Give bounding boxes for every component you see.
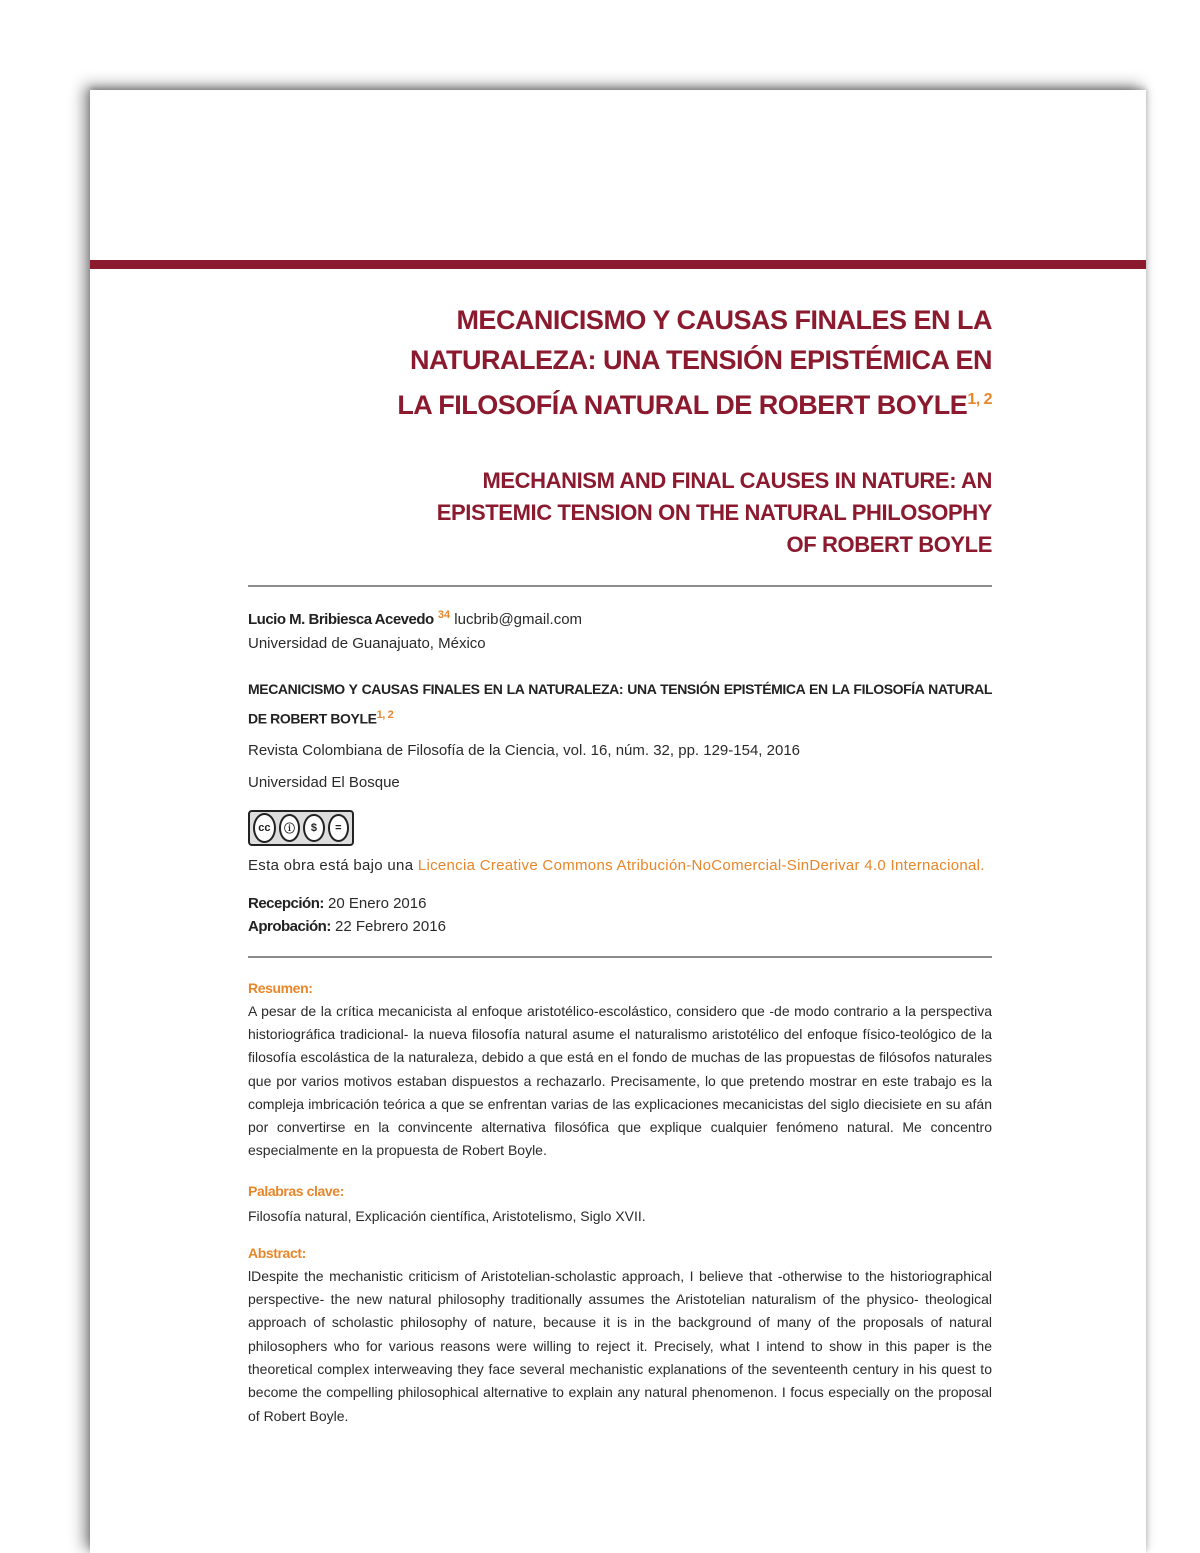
header-color-bar <box>90 260 1146 269</box>
reception-label: Recepción: <box>248 894 324 912</box>
spanish-title-line-3: LA FILOSOFÍA NATURAL DE ROBERT BOYLE <box>397 390 968 420</box>
english-title-line-1: MECHANISM AND FINAL CAUSES IN NATURE: AN <box>482 468 992 493</box>
abstract-text: lDespite the mechanistic criticism of Aristotelian-scholastic approach, I believe that -otherwise to the historiographical perspective- the new natural philosophy traditionally assumes the Aristotelian naturalism of the physico- theological approach of scholastic philosophy of nature, because it is in the background of many of the proposals of natural philosophers who for various reasons were willing to reject it. Precisely, what I intend to show in this paper is the theoretical complex interweaving they face several mechanistic explanations of the seventeenth century in his quest to become the compelling philosophical alternative to explain any natural phenomenon. I focus especially on the proposal of Robert Boyle. <box>248 1267 992 1424</box>
english-title-line-2: EPISTEMIC TENSION ON THE NATURAL PHILOSOPHY <box>436 500 992 525</box>
license-link[interactable]: Licencia Creative Commons Atribución-NoComercial-SinDerivar 4.0 Internacional. <box>417 856 985 874</box>
english-title <box>248 465 992 561</box>
cc-icon: cc <box>253 813 276 843</box>
resumen-heading: Resumen: <box>248 979 313 996</box>
resumen-text: A pesar de la crítica mecanicista al enfoque aristotélico-escolástico, considero que -de modo contrario a la perspectiva historiográfica tradicional- la nueva filosofía natural asume el naturalismo aristotélico del enfoque físico-teológico de la filosofía escolástica de la naturaleza, debido a que está en el fondo de muchas de las propuestas de filósofos naturales que por varios motivos estaban dispuestos a rechazarlo. Precisamente, lo que pretendo mostrar en este trabajo es la compleja imbricación teórica a que se enfrentan varias de las explicaciones mecanicistas del siglo diecisiete en su afán por convertirse en la convincente alternativa filosófica que explique cualquier fenómeno natural. Me concentro especialmente en la propuesta de Robert Boyle. <box>248 1002 992 1159</box>
keywords-heading: Palabras clave: <box>248 1182 344 1199</box>
publisher: Universidad El Bosque <box>248 773 400 791</box>
keywords-text: Filosofía natural, Explicación científica, Aristotelismo, Siglo XVII. <box>248 1207 646 1224</box>
title-footnote-refs[interactable]: 1, 2 <box>967 391 992 408</box>
abstract-heading: Abstract: <box>248 1244 306 1261</box>
spanish-title <box>248 300 992 425</box>
article-title-text: MECANICISMO Y CAUSAS FINALES EN LA NATURALEZA: UNA TENSIÓN EPISTÉMICA EN LA FILOSOFÍA NATURAL DE ROBERT BOYLE <box>248 681 992 727</box>
author-footnote-refs[interactable]: 34 <box>437 609 451 621</box>
attribution-icon: ⓘ <box>279 814 300 842</box>
author-block <box>248 603 992 656</box>
reception-date: 20 Enero 2016 <box>323 894 427 912</box>
article-content <box>248 300 992 1428</box>
divider <box>248 585 992 587</box>
article-title <box>248 676 992 732</box>
author-name: Lucio M. Bribiesca Acevedo <box>248 611 434 628</box>
english-title-line-3: OF ROBERT BOYLE <box>786 532 992 557</box>
article-title-footnotes[interactable]: 1, 2 <box>376 709 394 721</box>
noderivatives-icon: = <box>328 814 349 842</box>
divider <box>248 956 992 958</box>
license-prefix: Esta obra está bajo una <box>248 856 418 874</box>
approval-date: 22 Febrero 2016 <box>330 917 446 935</box>
license-statement <box>248 854 992 878</box>
spanish-title-line-2: NATURALEZA: UNA TENSIÓN EPISTÉMICA EN <box>410 345 992 375</box>
journal-citation: Revista Colombiana de Filosofía de la Ciencia, vol. 16, núm. 32, pp. 129-154, 2016 <box>248 741 800 759</box>
author-affiliation: Universidad de Guanajuato, México <box>248 635 486 652</box>
noncommercial-icon: $ <box>303 814 324 842</box>
spanish-title-line-1: MECANICISMO Y CAUSAS FINALES EN LA <box>456 305 992 335</box>
author-email[interactable]: lucbrib@gmail.com <box>454 611 583 628</box>
approval-label: Aprobación: <box>248 917 331 935</box>
dates-block <box>248 892 992 938</box>
creative-commons-badge[interactable] <box>248 810 354 846</box>
